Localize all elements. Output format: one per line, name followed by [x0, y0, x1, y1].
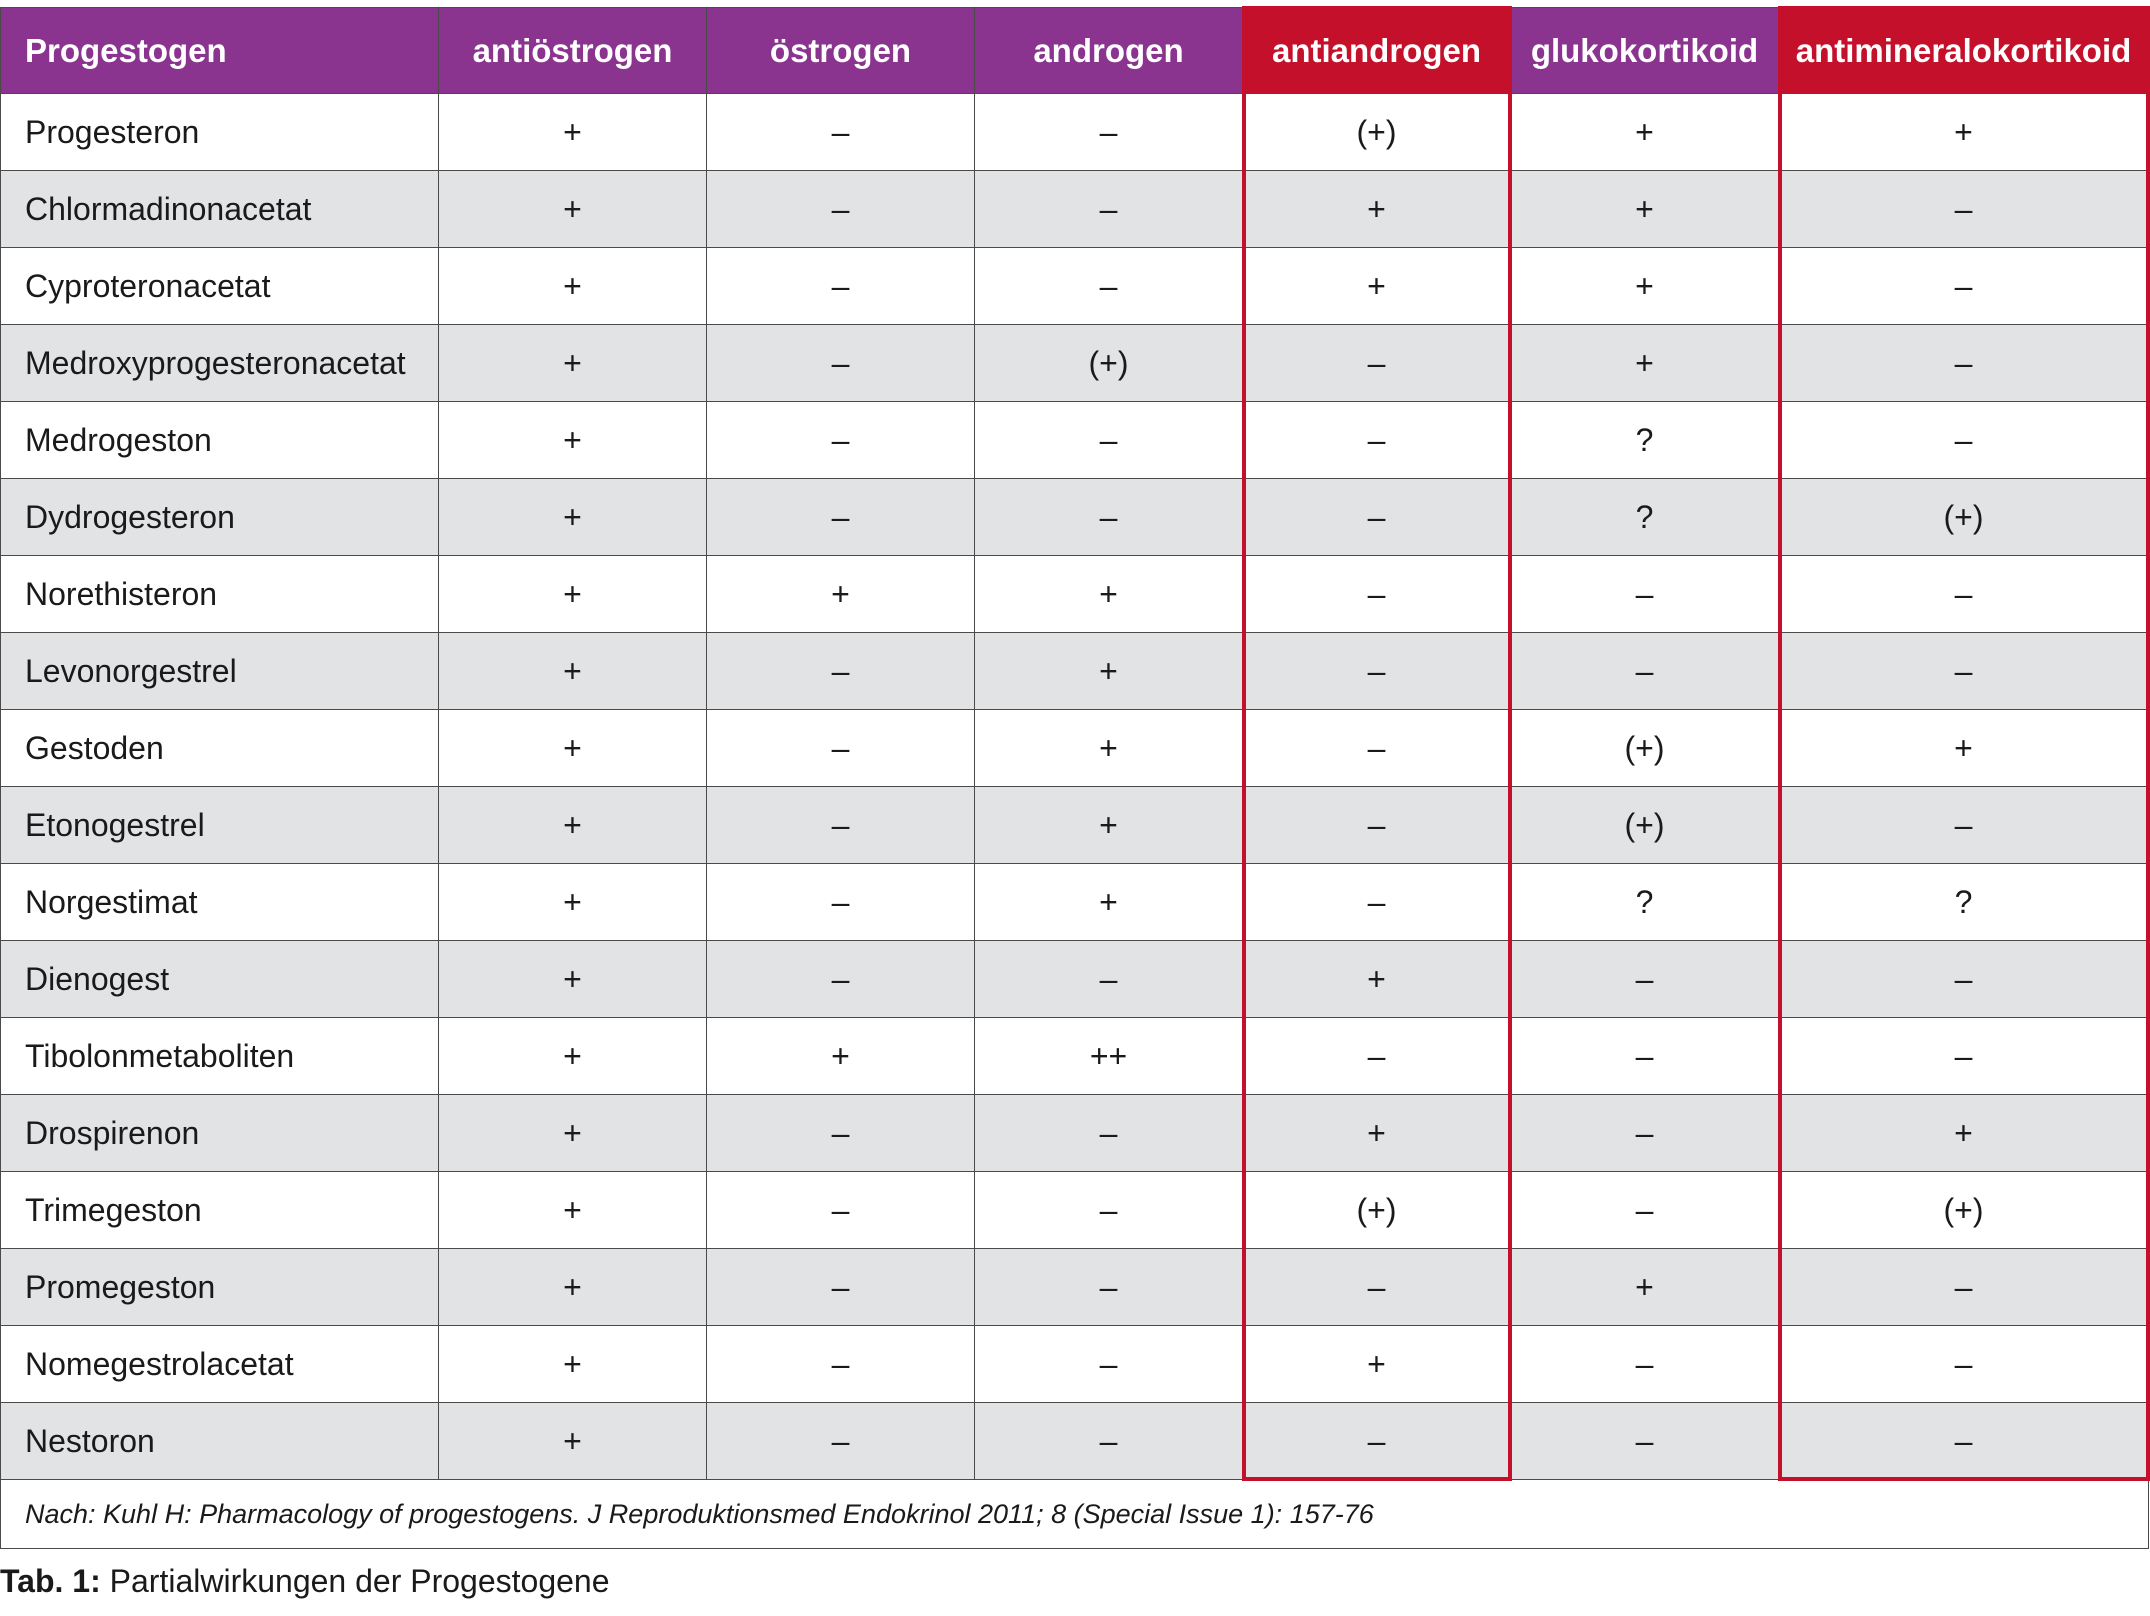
- cell-antiandrogen: –: [1243, 556, 1511, 633]
- cell-glukokortikoid: –: [1511, 1095, 1779, 1172]
- cell-antimineralokortikoid: –: [1779, 1403, 2149, 1480]
- cell-androgen: –: [975, 1172, 1243, 1249]
- cell-oestrogen: –: [707, 248, 975, 325]
- cell-androgen: (+): [975, 325, 1243, 402]
- table-row: [1, 325, 2149, 402]
- cell-antimineralokortikoid: –: [1779, 325, 2149, 402]
- cell-glukokortikoid: (+): [1511, 787, 1779, 864]
- cell-oestrogen: –: [707, 787, 975, 864]
- table-row: [1, 941, 2149, 1018]
- cell-oestrogen: +: [707, 556, 975, 633]
- cell-antimineralokortikoid: –: [1779, 171, 2149, 248]
- cell-glukokortikoid: +: [1511, 171, 1779, 248]
- table-row: [1, 1172, 2149, 1249]
- progestogen-effects-table: [0, 7, 2149, 1549]
- cell-glukokortikoid: –: [1511, 1326, 1779, 1403]
- cell-antiandrogen: –: [1243, 1249, 1511, 1326]
- row-progestogen-name: Medrogeston: [1, 402, 439, 479]
- cell-androgen: +: [975, 864, 1243, 941]
- table-row: [1, 1018, 2149, 1095]
- cell-antioestrogen: +: [439, 1018, 707, 1095]
- cell-glukokortikoid: +: [1511, 1249, 1779, 1326]
- row-progestogen-name: Etonogestrel: [1, 787, 439, 864]
- caption-label: Tab. 1:: [0, 1563, 101, 1599]
- row-progestogen-name: Norethisteron: [1, 556, 439, 633]
- cell-glukokortikoid: –: [1511, 1403, 1779, 1480]
- cell-antioestrogen: +: [439, 864, 707, 941]
- cell-glukokortikoid: ?: [1511, 864, 1779, 941]
- table-header-row: [1, 8, 2149, 94]
- row-progestogen-name: Drospirenon: [1, 1095, 439, 1172]
- cell-antioestrogen: +: [439, 941, 707, 1018]
- row-progestogen-name: Levonorgestrel: [1, 633, 439, 710]
- cell-antimineralokortikoid: –: [1779, 633, 2149, 710]
- cell-glukokortikoid: –: [1511, 1172, 1779, 1249]
- cell-antimineralokortikoid: (+): [1779, 1172, 2149, 1249]
- cell-antimineralokortikoid: +: [1779, 1095, 2149, 1172]
- table-row: [1, 1095, 2149, 1172]
- header-androgen: androgen: [975, 8, 1243, 94]
- cell-antioestrogen: +: [439, 556, 707, 633]
- cell-androgen: –: [975, 171, 1243, 248]
- table-row: [1, 710, 2149, 787]
- cell-oestrogen: –: [707, 1095, 975, 1172]
- table-caption: [0, 1563, 610, 1600]
- cell-oestrogen: –: [707, 1403, 975, 1480]
- cell-antiandrogen: +: [1243, 248, 1511, 325]
- cell-antimineralokortikoid: –: [1779, 402, 2149, 479]
- cell-antioestrogen: +: [439, 479, 707, 556]
- cell-antioestrogen: +: [439, 1172, 707, 1249]
- table-row: [1, 864, 2149, 941]
- cell-antimineralokortikoid: +: [1779, 710, 2149, 787]
- header-antioestrogen: antiöstrogen: [439, 8, 707, 94]
- cell-oestrogen: –: [707, 171, 975, 248]
- header-glukokortikoid: glukokortikoid: [1511, 8, 1779, 94]
- cell-glukokortikoid: –: [1511, 941, 1779, 1018]
- cell-antiandrogen: (+): [1243, 1172, 1511, 1249]
- header-antimineralokortikoid: antimineralokortikoid: [1779, 8, 2149, 94]
- table-row: [1, 1403, 2149, 1480]
- cell-antimineralokortikoid: (+): [1779, 479, 2149, 556]
- cell-glukokortikoid: ?: [1511, 479, 1779, 556]
- header-progestogen: Progestogen: [1, 8, 439, 94]
- cell-oestrogen: –: [707, 710, 975, 787]
- cell-androgen: +: [975, 787, 1243, 864]
- cell-androgen: +: [975, 710, 1243, 787]
- row-progestogen-name: Norgestimat: [1, 864, 439, 941]
- cell-antiandrogen: –: [1243, 710, 1511, 787]
- cell-glukokortikoid: ?: [1511, 402, 1779, 479]
- cell-antioestrogen: +: [439, 1403, 707, 1480]
- cell-antimineralokortikoid: +: [1779, 94, 2149, 171]
- table-body: [1, 94, 2149, 1480]
- table-row: [1, 402, 2149, 479]
- cell-antioestrogen: +: [439, 1326, 707, 1403]
- cell-antimineralokortikoid: –: [1779, 1018, 2149, 1095]
- cell-oestrogen: –: [707, 1249, 975, 1326]
- table-row: [1, 556, 2149, 633]
- cell-oestrogen: –: [707, 402, 975, 479]
- table-row: [1, 1249, 2149, 1326]
- cell-antioestrogen: +: [439, 402, 707, 479]
- cell-antimineralokortikoid: –: [1779, 556, 2149, 633]
- row-progestogen-name: Nestoron: [1, 1403, 439, 1480]
- row-progestogen-name: Progesteron: [1, 94, 439, 171]
- caption-text: Partialwirkungen der Progestogene: [100, 1563, 610, 1599]
- cell-antioestrogen: +: [439, 94, 707, 171]
- cell-antioestrogen: +: [439, 171, 707, 248]
- table-row: [1, 248, 2149, 325]
- cell-oestrogen: +: [707, 1018, 975, 1095]
- cell-oestrogen: –: [707, 325, 975, 402]
- row-progestogen-name: Dydrogesteron: [1, 479, 439, 556]
- cell-antiandrogen: +: [1243, 1095, 1511, 1172]
- cell-androgen: ++: [975, 1018, 1243, 1095]
- source-note: Nach: Kuhl H: Pharmacology of progestogens. J Reproduktionsmed Endokrinol 2011; 8 (Special Issue 1): 157-76: [1, 1480, 2149, 1549]
- cell-antiandrogen: –: [1243, 787, 1511, 864]
- row-progestogen-name: Dienogest: [1, 941, 439, 1018]
- cell-glukokortikoid: +: [1511, 94, 1779, 171]
- row-progestogen-name: Tibolonmetaboliten: [1, 1018, 439, 1095]
- cell-antiandrogen: –: [1243, 325, 1511, 402]
- cell-oestrogen: –: [707, 941, 975, 1018]
- cell-antimineralokortikoid: –: [1779, 941, 2149, 1018]
- table-row: [1, 787, 2149, 864]
- cell-androgen: –: [975, 941, 1243, 1018]
- cell-glukokortikoid: +: [1511, 248, 1779, 325]
- table-row: [1, 94, 2149, 171]
- cell-oestrogen: –: [707, 864, 975, 941]
- cell-androgen: –: [975, 1403, 1243, 1480]
- cell-oestrogen: –: [707, 633, 975, 710]
- cell-antiandrogen: –: [1243, 864, 1511, 941]
- cell-antioestrogen: +: [439, 1095, 707, 1172]
- cell-antiandrogen: –: [1243, 1018, 1511, 1095]
- cell-androgen: +: [975, 633, 1243, 710]
- cell-glukokortikoid: –: [1511, 633, 1779, 710]
- cell-antioestrogen: +: [439, 787, 707, 864]
- cell-androgen: –: [975, 248, 1243, 325]
- table-row: [1, 479, 2149, 556]
- cell-antioestrogen: +: [439, 1249, 707, 1326]
- cell-androgen: –: [975, 1326, 1243, 1403]
- cell-antiandrogen: +: [1243, 171, 1511, 248]
- cell-antimineralokortikoid: –: [1779, 787, 2149, 864]
- row-progestogen-name: Cyproteronacetat: [1, 248, 439, 325]
- cell-antioestrogen: +: [439, 710, 707, 787]
- cell-antiandrogen: (+): [1243, 94, 1511, 171]
- cell-androgen: –: [975, 1095, 1243, 1172]
- cell-glukokortikoid: –: [1511, 556, 1779, 633]
- cell-antiandrogen: –: [1243, 633, 1511, 710]
- cell-antioestrogen: +: [439, 325, 707, 402]
- row-progestogen-name: Medroxyprogesteronacetat: [1, 325, 439, 402]
- table-row: [1, 1326, 2149, 1403]
- cell-oestrogen: –: [707, 1172, 975, 1249]
- cell-antimineralokortikoid: –: [1779, 248, 2149, 325]
- cell-antioestrogen: +: [439, 248, 707, 325]
- row-progestogen-name: Gestoden: [1, 710, 439, 787]
- source-note-row: [1, 1480, 2149, 1549]
- cell-glukokortikoid: +: [1511, 325, 1779, 402]
- cell-oestrogen: –: [707, 479, 975, 556]
- cell-antimineralokortikoid: ?: [1779, 864, 2149, 941]
- cell-antioestrogen: +: [439, 633, 707, 710]
- cell-antimineralokortikoid: –: [1779, 1326, 2149, 1403]
- row-progestogen-name: Trimegeston: [1, 1172, 439, 1249]
- row-progestogen-name: Nomegestrolacetat: [1, 1326, 439, 1403]
- cell-glukokortikoid: –: [1511, 1018, 1779, 1095]
- cell-antiandrogen: –: [1243, 479, 1511, 556]
- cell-androgen: –: [975, 402, 1243, 479]
- cell-androgen: –: [975, 479, 1243, 556]
- cell-androgen: +: [975, 556, 1243, 633]
- row-progestogen-name: Promegeston: [1, 1249, 439, 1326]
- cell-androgen: –: [975, 1249, 1243, 1326]
- table-row: [1, 171, 2149, 248]
- cell-antimineralokortikoid: –: [1779, 1249, 2149, 1326]
- cell-oestrogen: –: [707, 94, 975, 171]
- cell-antiandrogen: +: [1243, 1326, 1511, 1403]
- header-antiandrogen: antiandrogen: [1243, 8, 1511, 94]
- cell-glukokortikoid: (+): [1511, 710, 1779, 787]
- cell-androgen: –: [975, 94, 1243, 171]
- header-oestrogen: östrogen: [707, 8, 975, 94]
- cell-antiandrogen: +: [1243, 941, 1511, 1018]
- row-progestogen-name: Chlormadinonacetat: [1, 171, 439, 248]
- table-row: [1, 633, 2149, 710]
- cell-antiandrogen: –: [1243, 402, 1511, 479]
- cell-oestrogen: –: [707, 1326, 975, 1403]
- cell-antiandrogen: –: [1243, 1403, 1511, 1480]
